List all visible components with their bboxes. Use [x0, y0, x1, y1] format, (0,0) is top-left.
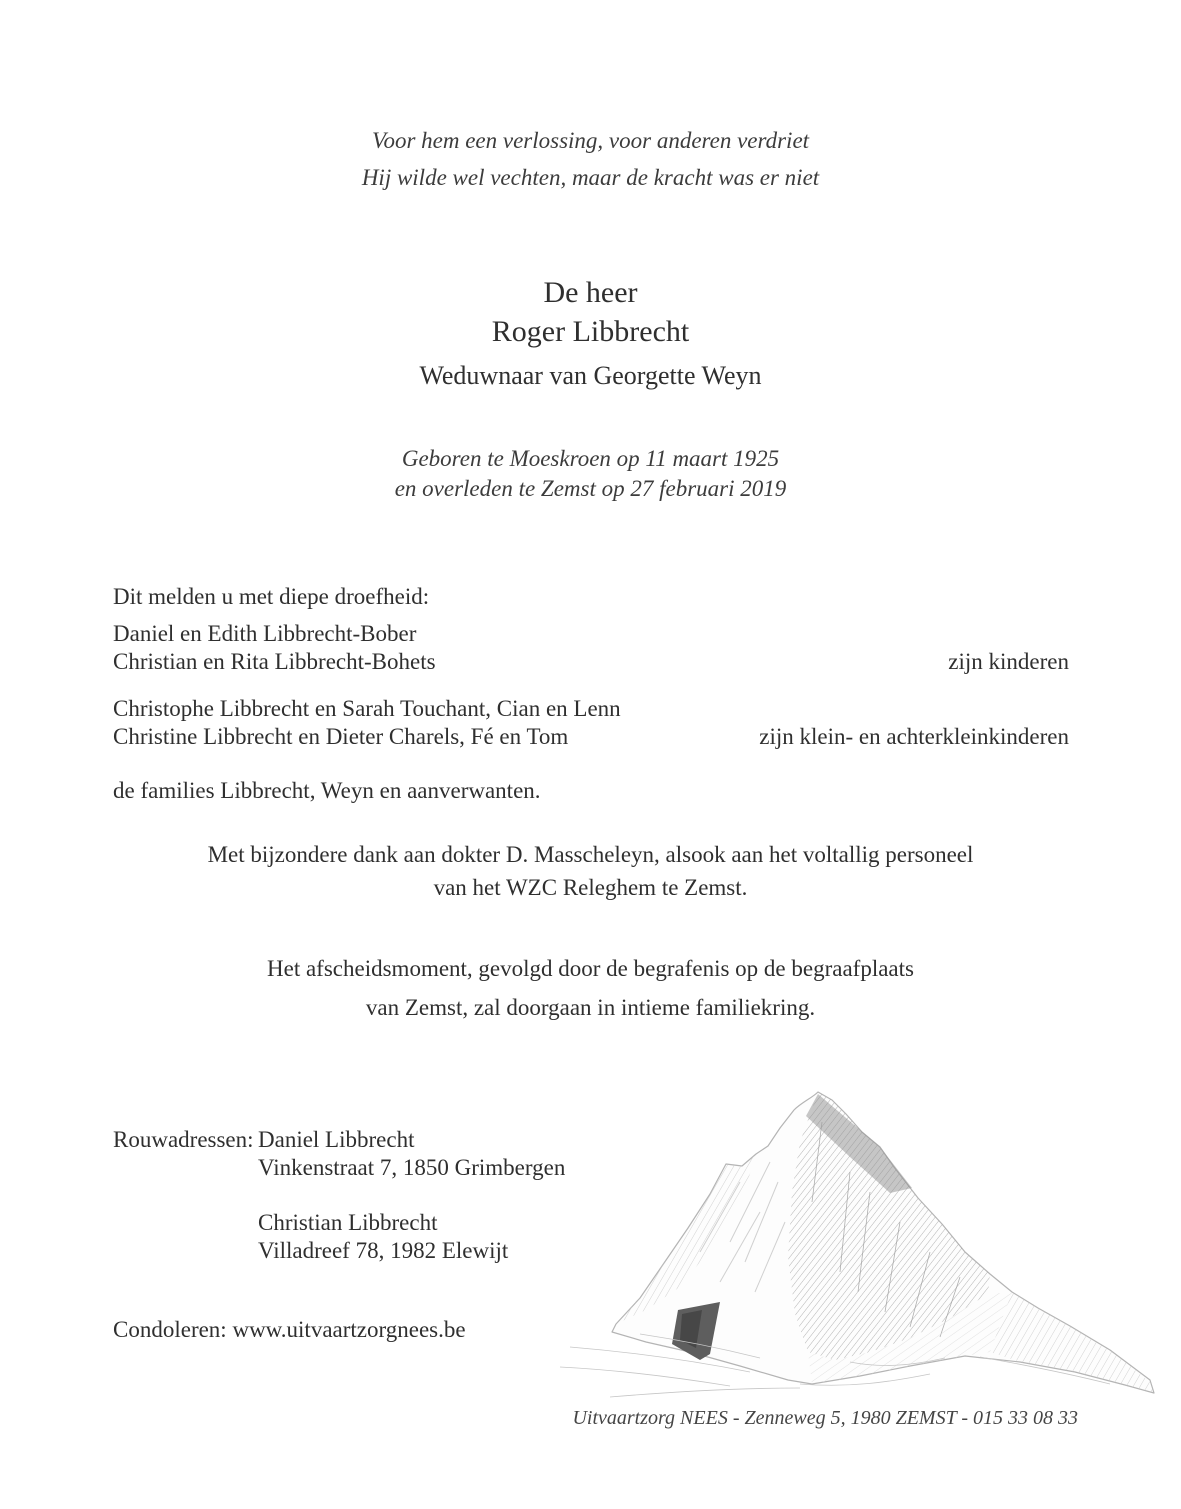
address-1-street: Vinkenstraat 7, 1850 Grimbergen	[258, 1155, 566, 1180]
epigraph-line-1: Voor hem een verlossing, voor anderen verdriet	[371, 128, 810, 153]
farewell-line-1: Het afscheidsmoment, gevolgd door de begrafenis op de begraafplaats	[267, 956, 914, 981]
mourning-addresses	[113, 1126, 565, 1265]
epigraph-line-2: Hij wilde wel vechten, maar de kracht was er niet	[361, 165, 820, 190]
grandchildren-line-1: Christophe Libbrecht en Sarah Touchant, Cian en Lenn	[113, 696, 621, 721]
address-entry-2	[258, 1209, 565, 1265]
condolences-url: www.uitvaartzorgnees.be	[232, 1317, 466, 1342]
funeral-home-footer: Uitvaartzorg NEES - Zenneweg 5, 1980 ZEMST - 015 33 08 33	[572, 1407, 1078, 1429]
grandchildren-list	[113, 695, 1069, 751]
deceased-block	[0, 274, 1181, 392]
birth-line: Geboren te Moeskroen op 11 maart 1925	[401, 446, 780, 471]
deceased-salutation: De heer	[543, 276, 638, 309]
epigraph	[0, 122, 1181, 196]
thanks-block	[0, 838, 1181, 904]
grandchildren-label: zijn klein- en achterkleinkinderen	[759, 724, 1069, 749]
farewell-line-2: van Zemst, zal doorgaan in intieme familiekring.	[365, 995, 816, 1020]
families-line: de families Libbrecht, Weyn en aanverwanten.	[113, 778, 541, 803]
deceased-relation: Weduwnaar van Georgette Weyn	[419, 361, 762, 390]
address-entry-1	[258, 1126, 565, 1182]
grandchildren-line-2: Christine Libbrecht en Dieter Charels, Fé en Tom	[113, 724, 569, 749]
address-1-name: Daniel Libbrecht	[258, 1127, 415, 1152]
condolences-label: Condoleren:	[113, 1317, 227, 1342]
thanks-line-2: van het WZC Releghem te Zemst.	[433, 875, 748, 900]
address-2-street: Villadreef 78, 1982 Elewijt	[258, 1238, 509, 1263]
death-line: en overleden te Zemst op 27 februari 2019	[394, 476, 787, 501]
addresses-label: Rouwadressen:	[113, 1127, 254, 1152]
address-2-name: Christian Libbrecht	[258, 1210, 438, 1235]
farewell-block	[0, 949, 1181, 1027]
dates-block	[0, 444, 1181, 504]
children-line-1: Daniel en Edith Libbrecht-Bober	[113, 621, 417, 646]
children-list	[113, 620, 1069, 676]
thanks-line-1: Met bijzondere dank aan dokter D. Masscheleyn, alsook aan het voltallig personeel	[207, 842, 974, 867]
deceased-name: Roger Libbrecht	[491, 315, 690, 348]
condolences-line	[113, 1316, 466, 1344]
children-line-2: Christian en Rita Libbrecht-Bohets	[113, 649, 436, 674]
announcement-intro: Dit melden u met diepe droefheid:	[113, 584, 430, 609]
children-label: zijn kinderen	[948, 649, 1069, 674]
matterhorn-sketch-illustration	[550, 1052, 1168, 1404]
